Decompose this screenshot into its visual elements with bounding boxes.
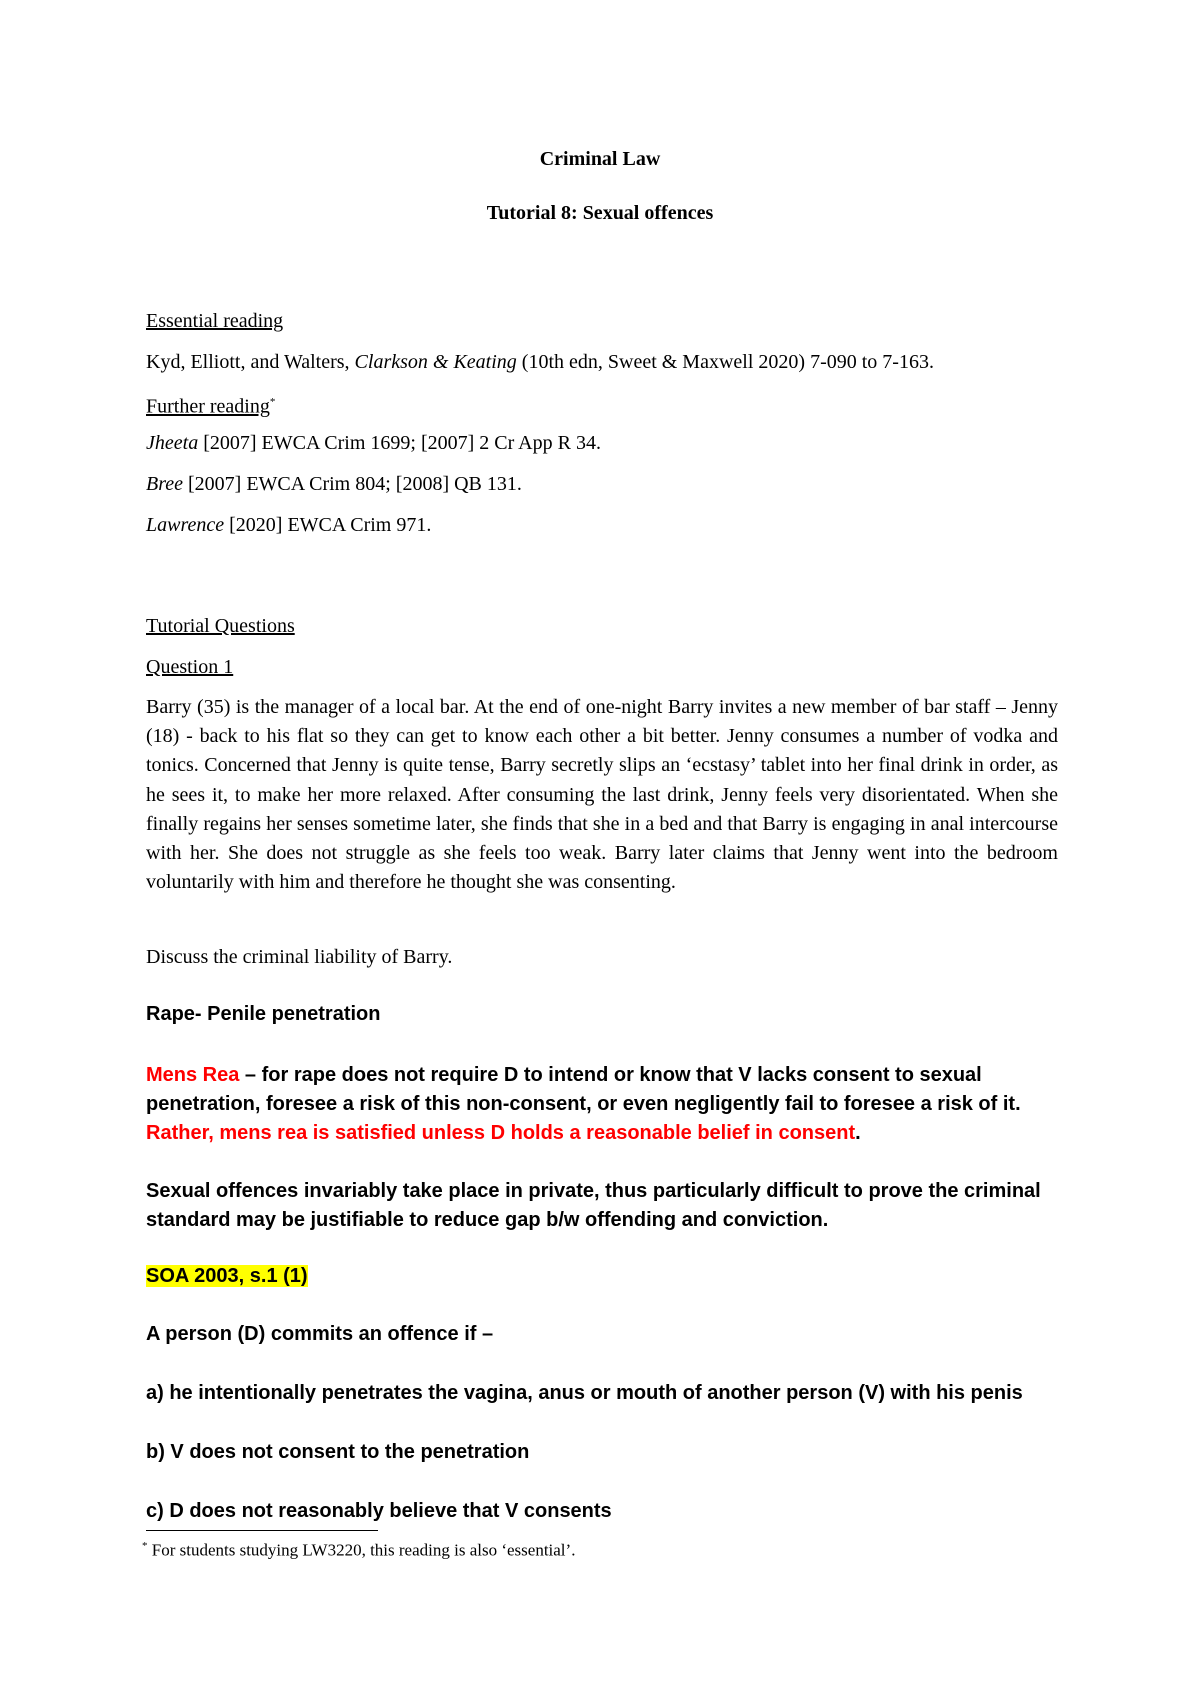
case-citation: [2007] EWCA Crim 1699; [2007] 2 Cr App R 34. xyxy=(198,432,601,454)
reference-details: (10th edn, Sweet & Maxwell 2020) 7-090 to 7-163. xyxy=(516,351,934,373)
mens-rea-end: . xyxy=(855,1122,861,1144)
further-reading-item xyxy=(146,431,601,456)
essential-reading-heading: Essential reading xyxy=(146,310,284,332)
question-1-task: Discuss the criminal liability of Barry. xyxy=(146,946,453,968)
further-reading-item xyxy=(146,513,431,538)
mens-rea-emphasis: Rather, mens rea is satisfied unless D holds a reasonable belief in consent xyxy=(146,1122,856,1144)
footnote-marker: * xyxy=(269,396,276,408)
course-title: Criminal Law xyxy=(539,148,661,170)
mens-rea-label: Mens Rea xyxy=(146,1064,240,1086)
further-reading-heading xyxy=(146,390,275,420)
footnote xyxy=(142,1540,575,1561)
footnote-text: For students studying LW3220, this reading is also ‘essential’. xyxy=(147,1540,576,1560)
soa-reference xyxy=(146,1265,308,1288)
reference-authors: Kyd, Elliott, and Walters, xyxy=(146,351,355,373)
essential-reading-reference xyxy=(146,350,934,375)
mens-rea-text: – for rape does not require D to intend or know that V lacks consent to sexual penetration, foresee a risk of this non-consent, or even negligently fail to foresee a risk of it. xyxy=(146,1064,1021,1115)
question-1-heading: Question 1 xyxy=(146,656,234,678)
case-name: Lawrence xyxy=(146,514,225,536)
tutorial-title: Tutorial 8: Sexual offences xyxy=(486,202,714,224)
soa-highlight: SOA 2003, s.1 (1) xyxy=(146,1265,308,1287)
footnote-marker: * xyxy=(142,1540,148,1552)
case-citation: [2007] EWCA Crim 804; [2008] QB 131. xyxy=(183,473,522,495)
offence-element: c) D does not reasonably believe that V consents xyxy=(146,1500,612,1522)
offence-element: a) he intentionally penetrates the vagina, anus or mouth of another person (V) with his penis xyxy=(146,1382,1023,1404)
mens-rea-paragraph xyxy=(146,1061,1076,1148)
question-1-body: Barry (35) is the manager of a local bar. At the end of one-night Barry invites a new member of bar staff – Jenny (18) - back to his flat so they can get to know each other a bit better. Jenny consumes a number of vodka and tonics. Concerned that Jenny is quite tense, Barry secretly slips an ‘ecstasy’ tablet into her final drink in order, as he sees it, to make her more relaxed. After consuming the last drink, Jenny feels very disorientated. When she finally regains her senses sometime later, she finds that she in a bed and that Barry is engaging in anal intercourse with her. She does not struggle as she feels too weak. Barry later claims that Jenny went into the bedroom voluntarily with him and therefore he thought she was consenting. xyxy=(146,696,1058,894)
reference-book-title: Clarkson & Keating xyxy=(354,351,517,373)
further-reading-label: Further reading xyxy=(146,395,270,418)
offence-element: b) V does not consent to the penetration xyxy=(146,1441,530,1463)
private-offences-paragraph: Sexual offences invariably take place in private, thus particularly difficult to prove the criminal standard may be justifiable to reduce gap b/w offending and conviction. xyxy=(146,1180,1041,1231)
case-citation: [2020] EWCA Crim 971. xyxy=(224,514,432,536)
rape-heading: Rape- Penile penetration xyxy=(146,1003,381,1025)
offence-intro: A person (D) commits an offence if – xyxy=(146,1323,494,1345)
case-name: Bree xyxy=(146,473,184,495)
footnote-separator xyxy=(146,1530,378,1531)
further-reading-item xyxy=(146,472,522,497)
case-name: Jheeta xyxy=(146,432,199,454)
tutorial-questions-heading: Tutorial Questions xyxy=(146,615,295,637)
